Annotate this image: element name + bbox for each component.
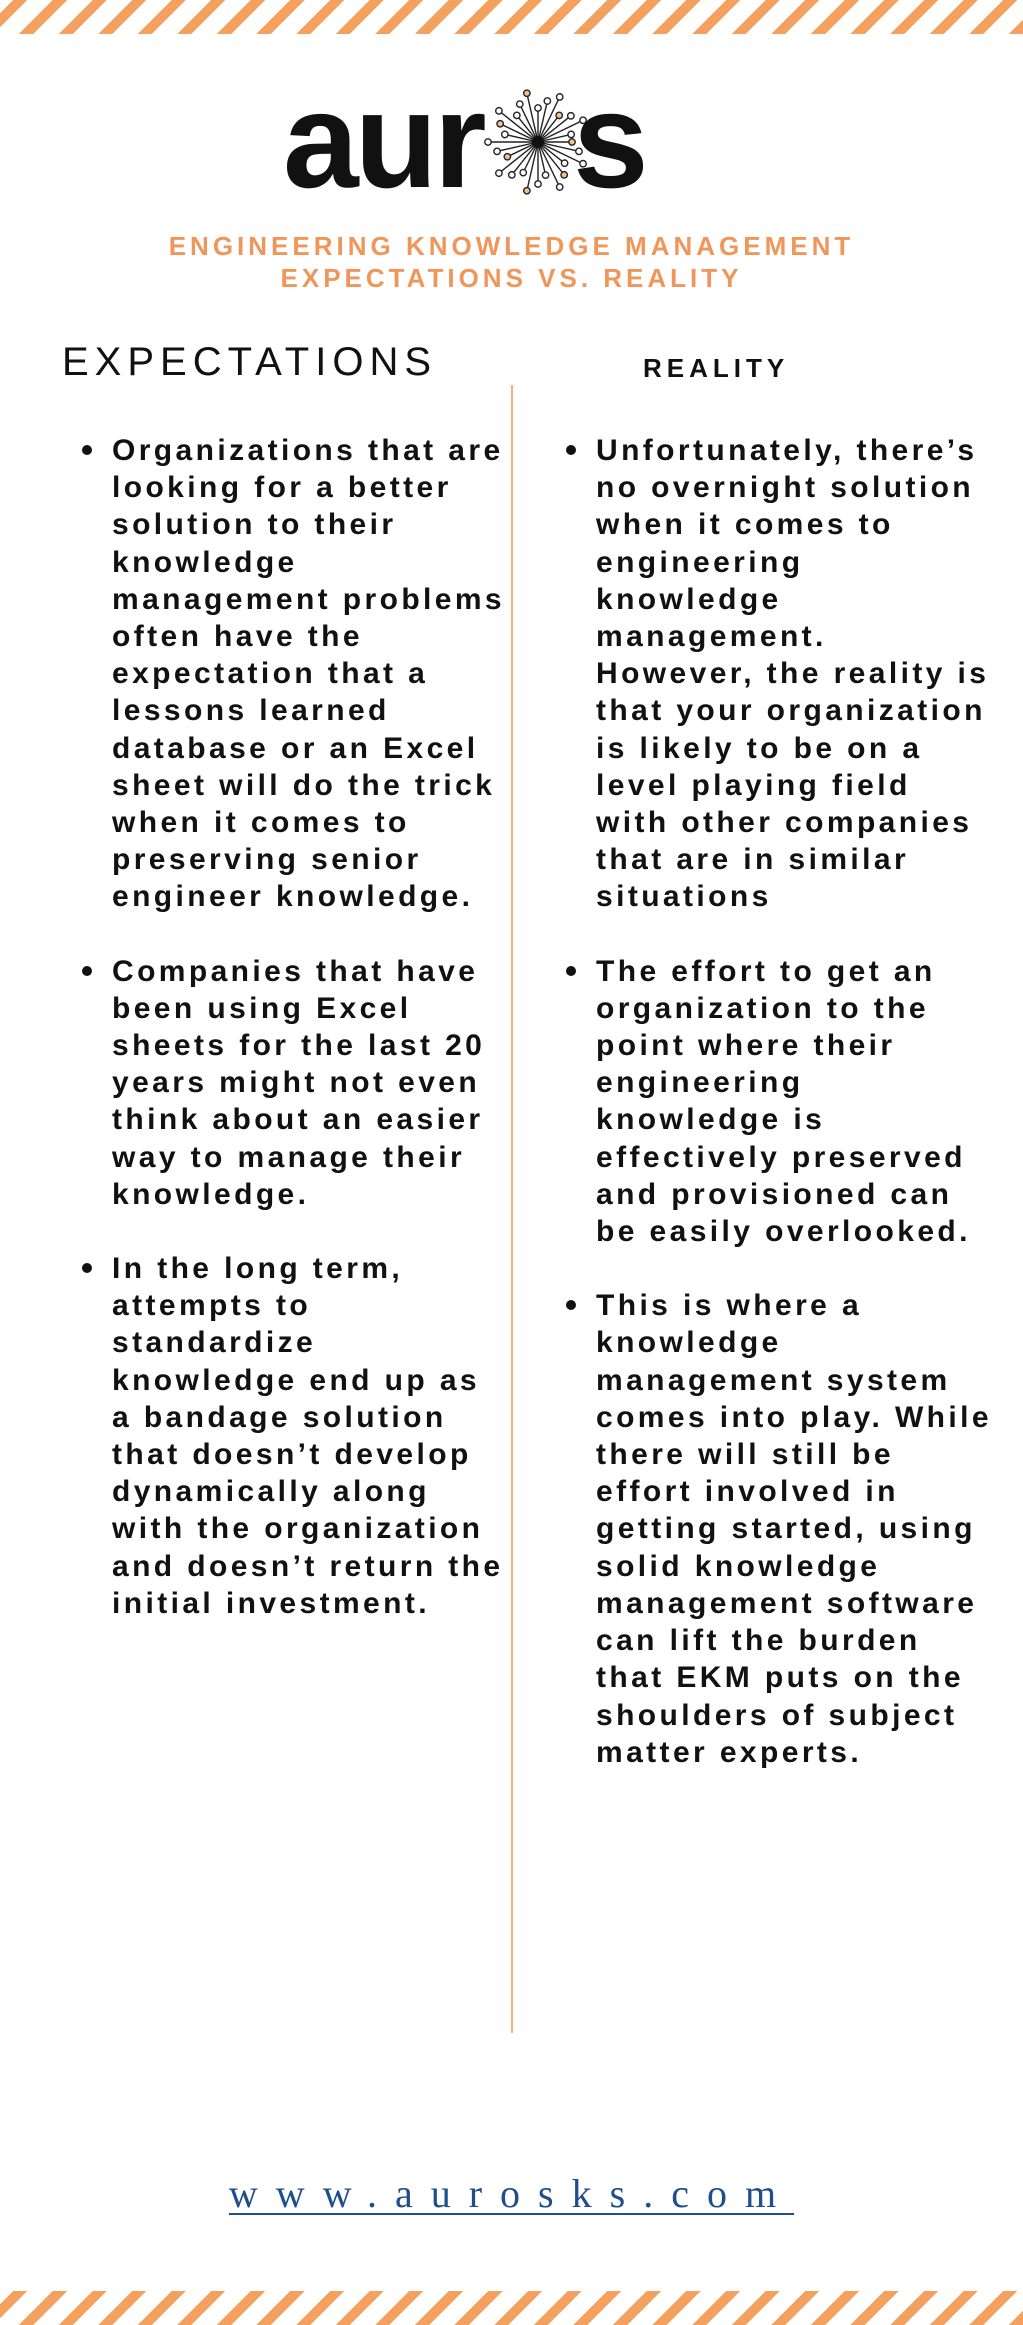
bottom-stripe-border xyxy=(0,2291,1023,2325)
reality-item xyxy=(552,432,992,916)
logo-text-left: aur xyxy=(283,64,483,216)
top-stripe-border xyxy=(0,0,1023,34)
bullet-dot-icon xyxy=(82,445,92,455)
auros-logo xyxy=(283,64,663,216)
bullet-dot-icon xyxy=(566,1300,576,1310)
expectations-item-text: In the long term, attempts to standardize knowledge end up as a bandage solution that doesn’t develop dynamically along with the organization and doesn’t return the initial investment. xyxy=(112,1252,504,1620)
subtitle-line-2: EXPECTATIONS VS. REALITY xyxy=(280,263,743,293)
expectations-item xyxy=(68,432,510,916)
bullet-dot-icon xyxy=(566,966,576,976)
expectations-item xyxy=(68,1250,510,1622)
expectations-list xyxy=(68,432,510,1659)
bullet-dot-icon xyxy=(566,445,576,455)
column-divider xyxy=(511,385,513,2033)
reality-list xyxy=(552,432,992,1808)
reality-item xyxy=(552,1287,992,1771)
expectations-heading: EXPECTATIONS xyxy=(62,340,438,384)
expectations-item xyxy=(68,953,510,1213)
website-footer xyxy=(0,2170,1023,2217)
reality-item-text: The effort to get an organization to the point where their engineering knowledge is effectively preserved and provisioned can be easily overlooked. xyxy=(596,954,971,1249)
reality-item-text: This is where a knowledge management system comes into play. While there will still be effort involved in getting started, using solid knowledge management software can lift the burden that EKM puts on the shoulders of subject matter experts. xyxy=(596,1289,992,1769)
subtitle-line-1: ENGINEERING KNOWLEDGE MANAGEMENT xyxy=(168,231,855,261)
expectations-item-text: Companies that have been using Excel sheets for the last 20 years might not even think about an easier way to manage their knowledge. xyxy=(112,954,486,1211)
website-link[interactable]: www.aurosks.com xyxy=(228,2171,795,2216)
reality-item-text: Unfortunately, there’s no overnight solution when it comes to engineering knowledge management. However, the reality is that your organization is likely to be on a level playing field with other companies that are in similar situations xyxy=(596,434,990,914)
expectations-item-text: Organizations that are looking for a better solution to their knowledge management problems often have the expectation that a lessons learned database or an Excel sheet will do the trick when it comes to preserving senior engineer knowledge. xyxy=(112,434,506,914)
logo-text-right: s xyxy=(573,64,645,216)
reality-item xyxy=(552,953,992,1251)
bullet-dot-icon xyxy=(82,966,92,976)
reality-heading: REALITY xyxy=(643,353,790,383)
bullet-dot-icon xyxy=(82,1263,92,1273)
